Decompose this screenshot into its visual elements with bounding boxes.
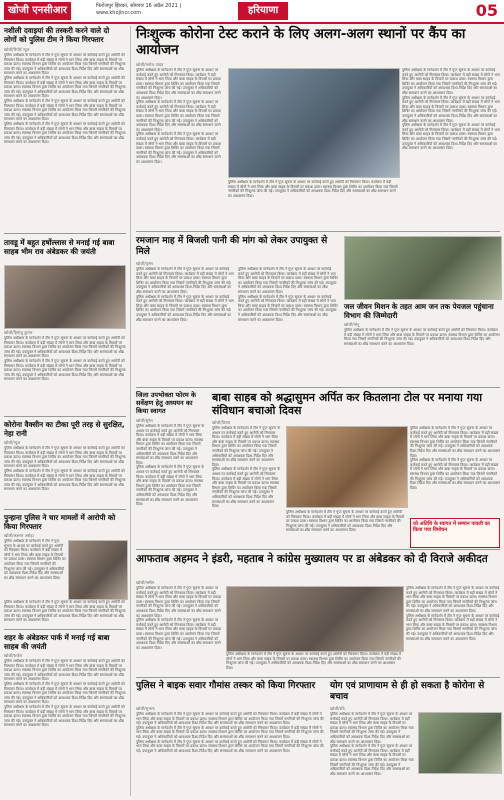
- divider: [136, 549, 500, 550]
- headline-a12: योग एवं प्राणायाम से ही हो सकता है कोरोना से बचाव: [330, 681, 485, 702]
- body-a8-side: पुलिस अधीक्षक के मार्गदर्शन में टीम ने गुप्त सूचना के आधार पर कार्रवाई करते हुए आरोपी को गिरफ्तार किया। कार्यक्रम में बड़ी संख्या में लोगों ने भाग लिया और बाबा साहब के विचारों पर प्रकाश डाला। स्वास्थ्य विभाग द्वारा शिविर का आयोजन किया गया जिसमें नागरिकों की निःशुल्क जांच की गई। उपायुक्त ने अधिकारियों को आवश्यक दिशा-निर्देश दिए और समस्याओं का शीघ्र समाधान करने का आश्वासन दिया। पुलिस अधीक्षक के मार्गदर्शन में टीम ने गुप्त सूचना के आधार पर कार्रवाई करते हुए आरोपी को गिरफ्तार किया। कार्यक्रम में बड़ी संख्या में लोगों ने भाग लिया और बाबा साहब के विचारों पर प्रकाश डाला। स्वास्थ्य विभाग द्वारा शिविर का आयोजन किया गया जिसमें नागरिकों की निःशुल्क जांच की गई। उपायुक्त ने अधिकारियों को आवश्यक दिशा-निर्देश दिए और समस्याओं का शीघ्र समाधान करने का आश्वासन दिया।: [410, 426, 500, 490]
- body-lead-1: पुलिस अधीक्षक के मार्गदर्शन में टीम ने गुप्त सूचना के आधार पर कार्रवाई करते हुए आरोपी को गिरफ्तार किया। कार्यक्रम में बड़ी संख्या में लोगों ने भाग लिया और बाबा साहब के विचारों पर प्रकाश डाला। स्वास्थ्य विभाग द्वारा शिविर का आयोजन किया गया जिसमें नागरिकों की निःशुल्क जांच की गई। उपायुक्त ने अधिकारियों को आवश्यक दिशा-निर्देश दिए और समस्याओं का शीघ्र समाधान करने का आश्वासन दिया। पुलिस अधीक्षक के मार्गदर्शन में टीम ने गुप्त सूचना के आधार पर कार्रवाई करते हुए आरोपी को गिरफ्तार किया। कार्यक्रम में बड़ी संख्या में लोगों ने भाग लिया और बाबा साहब के विचारों पर प्रकाश डाला। स्वास्थ्य विभाग द्वारा शिविर का आयोजन किया गया जिसमें नागरिकों की निःशुल्क जांच की गई। उपायुक्त ने अधिकारियों को आवश्यक दिशा-निर्देश दिए और समस्याओं का शीघ्र समाधान करने का आश्वासन दिया। पुलिस अधीक्षक के मार्गदर्शन में टीम ने गुप्त सूचना के आधार पर कार्रवाई करते हुए आरोपी को गिरफ्तार किया। कार्यक्रम में बड़ी संख्या में लोगों ने भाग लिया और बाबा साहब के विचारों पर प्रकाश डाला। स्वास्थ्य विभाग द्वारा शिविर का आयोजन किया गया जिसमें नागरिकों की निःशुल्क जांच की गई। उपायुक्त ने अधिकारियों को आवश्यक दिशा-निर्देश दिए और समस्याओं का शीघ्र समाधान करने का आश्वासन दिया।: [136, 68, 222, 164]
- body-lead-2: पुलिस अधीक्षक के मार्गदर्शन में टीम ने गुप्त सूचना के आधार पर कार्रवाई करते हुए आरोपी को गिरफ्तार किया। कार्यक्रम में बड़ी संख्या में लोगों ने भाग लिया और बाबा साहब के विचारों पर प्रकाश डाला। स्वास्थ्य विभाग द्वारा शिविर का आयोजन किया गया जिसमें नागरिकों की निःशुल्क जांच की गई। उपायुक्त ने अधिकारियों को आवश्यक दिशा-निर्देश दिए और समस्याओं का शीघ्र समाधान करने का आश्वासन दिया।: [228, 180, 398, 198]
- divider: [4, 416, 126, 417]
- body-a8-cont: पुलिस अधीक्षक के मार्गदर्शन में टीम ने गुप्त सूचना के आधार पर कार्रवाई करते हुए आरोपी को गिरफ्तार किया। कार्यक्रम में बड़ी संख्या में लोगों ने भाग लिया और बाबा साहब के विचारों पर प्रकाश डाला। स्वास्थ्य विभाग द्वारा शिविर का आयोजन किया गया जिसमें नागरिकों की निःशुल्क जांच की गई। उपायुक्त ने अधिकारियों को आवश्यक दिशा-निर्देश दिए और समस्याओं का शीघ्र समाधान करने का आश्वासन दिया।: [286, 510, 405, 533]
- byline-a5: खोजी/राजेश: [4, 653, 23, 658]
- divider: [136, 231, 500, 232]
- byline-a8: खोजी/विजय: [212, 420, 231, 425]
- body-a10: पुलिस अधीक्षक के मार्गदर्शन में टीम ने गुप्त सूचना के आधार पर कार्रवाई करते हुए आरोपी को गिरफ्तार किया। कार्यक्रम में बड़ी संख्या में लोगों ने भाग लिया और बाबा साहब के विचारों पर प्रकाश डाला। स्वास्थ्य विभाग द्वारा शिविर का आयोजन किया गया जिसमें नागरिकों की निःशुल्क जांच की गई। उपायुक्त ने अधिकारियों को आवश्यक दिशा-निर्देश दिए और समस्याओं का शीघ्र समाधान करने का आश्वासन दिया। पुलिस अधीक्षक के मार्गदर्शन में टीम ने गुप्त सूचना के आधार पर कार्रवाई करते हुए आरोपी को गिरफ्तार किया। कार्यक्रम में बड़ी संख्या में लोगों ने भाग लिया और बाबा साहब के विचारों पर प्रकाश डाला। स्वास्थ्य विभाग द्वारा शिविर का आयोजन किया गया जिसमें नागरिकों की निःशुल्क जांच की गई। उपायुक्त ने अधिकारियों को आवश्यक दिशा-निर्देश दिए और समस्याओं का शीघ्र समाधान करने का आश्वासन दिया।: [136, 586, 222, 650]
- headline-a10: आफताब अहमद ने इंडरी, महताब ने कांग्रेस मुख्यालय पर डा अंबेडकर को दी विराजे अकीदत: [136, 553, 488, 565]
- byline-a3: खोजी/न्यूज: [4, 440, 21, 445]
- headline-a1: नशीली दवाइयां की तस्करी करने वाले दो लोगों को पुलिस टीम ने किया गिरफ्तार: [4, 26, 110, 44]
- body-a9: पुलिस अधीक्षक के मार्गदर्शन में टीम ने गुप्त सूचना के आधार पर कार्रवाई करते हुए आरोपी को गिरफ्तार किया। कार्यक्रम में बड़ी संख्या में लोगों ने भाग लिया और बाबा साहब के विचारों पर प्रकाश डाला। स्वास्थ्य विभाग द्वारा शिविर का आयोजन किया गया जिसमें नागरिकों की निःशुल्क जांच की गई। उपायुक्त ने अधिकारियों को आवश्यक दिशा-निर्देश दिए और समस्याओं का शीघ्र समाधान करने का आश्वासन दिया। पुलिस अधीक्षक के मार्गदर्शन में टीम ने गुप्त सूचना के आधार पर कार्रवाई करते हुए आरोपी को गिरफ्तार किया। कार्यक्रम में बड़ी संख्या में लोगों ने भाग लिया और बाबा साहब के विचारों पर प्रकाश डाला। स्वास्थ्य विभाग द्वारा शिविर का आयोजन किया गया जिसमें नागरिकों की निःशुल्क जांच की गई। उपायुक्त ने अधिकारियों को आवश्यक दिशा-निर्देश दिए और समस्याओं का शीघ्र समाधान करने का आश्वासन दिया।: [136, 424, 205, 507]
- byline-a9: खोजी/सुरेश: [136, 418, 153, 423]
- body-a3: पुलिस अधीक्षक के मार्गदर्शन में टीम ने गुप्त सूचना के आधार पर कार्रवाई करते हुए आरोपी को गिरफ्तार किया। कार्यक्रम में बड़ी संख्या में लोगों ने भाग लिया और बाबा साहब के विचारों पर प्रकाश डाला। स्वास्थ्य विभाग द्वारा शिविर का आयोजन किया गया जिसमें नागरिकों की निःशुल्क जांच की गई। उपायुक्त ने अधिकारियों को आवश्यक दिशा-निर्देश दिए और समस्याओं का शीघ्र समाधान करने का आश्वासन दिया। पुलिस अधीक्षक के मार्गदर्शन में टीम ने गुप्त सूचना के आधार पर कार्रवाई करते हुए आरोपी को गिरफ्तार किया। कार्यक्रम में बड़ी संख्या में लोगों ने भाग लिया और बाबा साहब के विचारों पर प्रकाश डाला। स्वास्थ्य विभाग द्वारा शिविर का आयोजन किया गया जिसमें नागरिकों की निःशुल्क जांच की गई। उपायुक्त ने अधिकारियों को आवश्यक दिशा-निर्देश दिए और समस्याओं का शीघ्र समाधान करने का आश्वासन दिया।: [4, 446, 126, 492]
- body-a10-cont: पुलिस अधीक्षक के मार्गदर्शन में टीम ने गुप्त सूचना के आधार पर कार्रवाई करते हुए आरोपी को गिरफ्तार किया। कार्यक्रम में बड़ी संख्या में लोगों ने भाग लिया और बाबा साहब के विचारों पर प्रकाश डाला। स्वास्थ्य विभाग द्वारा शिविर का आयोजन किया गया जिसमें नागरिकों की निःशुल्क जांच की गई। उपायुक्त ने अधिकारियों को आवश्यक दिशा-निर्देश दिए और समस्याओं का शीघ्र समाधान करने का आश्वासन दिया।: [226, 652, 402, 670]
- byline-a6: खोजी/कृष्ण: [136, 261, 153, 266]
- mission-photo: [344, 236, 502, 300]
- divider: [4, 509, 126, 510]
- divider: [4, 233, 126, 234]
- body-a4: पुलिस अधीक्षक के मार्गदर्शन में टीम ने गुप्त सूचना के आधार पर कार्रवाई करते हुए आरोपी को गिरफ्तार किया। कार्यक्रम में बड़ी संख्या में लोगों ने भाग लिया और बाबा साहब के विचारों पर प्रकाश डाला। स्वास्थ्य विभाग द्वारा शिविर का आयोजन किया गया जिसमें नागरिकों की निःशुल्क जांच की गई। उपायुक्त ने अधिकारियों को आवश्यक दिशा-निर्देश दिए और समस्याओं का शीघ्र समाधान करने का आश्वासन दिया।: [4, 539, 66, 580]
- masthead: [0, 0, 504, 24]
- byline-a7: खोजी/मोनू: [344, 322, 360, 327]
- body-a1: पुलिस अधीक्षक के मार्गदर्शन में टीम ने गुप्त सूचना के आधार पर कार्रवाई करते हुए आरोपी को गिरफ्तार किया। कार्यक्रम में बड़ी संख्या में लोगों ने भाग लिया और बाबा साहब के विचारों पर प्रकाश डाला। स्वास्थ्य विभाग द्वारा शिविर का आयोजन किया गया जिसमें नागरिकों की निःशुल्क जांच की गई। उपायुक्त ने अधिकारियों को आवश्यक दिशा-निर्देश दिए और समस्याओं का शीघ्र समाधान करने का आश्वासन दिया। पुलिस अधीक्षक के मार्गदर्शन में टीम ने गुप्त सूचना के आधार पर कार्रवाई करते हुए आरोपी को गिरफ्तार किया। कार्यक्रम में बड़ी संख्या में लोगों ने भाग लिया और बाबा साहब के विचारों पर प्रकाश डाला। स्वास्थ्य विभाग द्वारा शिविर का आयोजन किया गया जिसमें नागरिकों की निःशुल्क जांच की गई। उपायुक्त ने अधिकारियों को आवश्यक दिशा-निर्देश दिए और समस्याओं का शीघ्र समाधान करने का आश्वासन दिया। पुलिस अधीक्षक के मार्गदर्शन में टीम ने गुप्त सूचना के आधार पर कार्रवाई करते हुए आरोपी को गिरफ्तार किया। कार्यक्रम में बड़ी संख्या में लोगों ने भाग लिया और बाबा साहब के विचारों पर प्रकाश डाला। स्वास्थ्य विभाग द्वारा शिविर का आयोजन किया गया जिसमें नागरिकों की निःशुल्क जांच की गई। उपायुक्त ने अधिकारियों को आवश्यक दिशा-निर्देश दिए और समस्याओं का शीघ्र समाधान करने का आश्वासन दिया। पुलिस अधीक्षक के मार्गदर्शन में टीम ने गुप्त सूचना के आधार पर कार्रवाई करते हुए आरोपी को गिरफ्तार किया। कार्यक्रम में बड़ी संख्या में लोगों ने भाग लिया और बाबा साहब के विचारों पर प्रकाश डाला। स्वास्थ्य विभाग द्वारा शिविर का आयोजन किया गया जिसमें नागरिकों की निःशुल्क जांच की गई। उपायुक्त ने अधिकारियों को आवश्यक दिशा-निर्देश दिए और समस्याओं का शीघ्र समाधान करने का आश्वासन दिया।: [4, 53, 126, 145]
- headline-a5: शहर के अंबेडकर पार्क में मनाई गई बाबा साहब की जयंती: [4, 633, 110, 651]
- body-a6: पुलिस अधीक्षक के मार्गदर्शन में टीम ने गुप्त सूचना के आधार पर कार्रवाई करते हुए आरोपी को गिरफ्तार किया। कार्यक्रम में बड़ी संख्या में लोगों ने भाग लिया और बाबा साहब के विचारों पर प्रकाश डाला। स्वास्थ्य विभाग द्वारा शिविर का आयोजन किया गया जिसमें नागरिकों की निःशुल्क जांच की गई। उपायुक्त ने अधिकारियों को आवश्यक दिशा-निर्देश दिए और समस्याओं का शीघ्र समाधान करने का आश्वासन दिया। पुलिस अधीक्षक के मार्गदर्शन में टीम ने गुप्त सूचना के आधार पर कार्रवाई करते हुए आरोपी को गिरफ्तार किया। कार्यक्रम में बड़ी संख्या में लोगों ने भाग लिया और बाबा साहब के विचारों पर प्रकाश डाला। स्वास्थ्य विभाग द्वारा शिविर का आयोजन किया गया जिसमें नागरिकों की निःशुल्क जांच की गई। उपायुक्त ने अधिकारियों को आवश्यक दिशा-निर्देश दिए और समस्याओं का शीघ्र समाधान करने का आश्वासन दिया।: [136, 267, 234, 322]
- lead-headline: निःशुल्क कोरोना टेस्ट कराने के लिए अलग-अलग स्थानों पर कैंप का आयोजन: [136, 26, 466, 58]
- section-title: हरियाणा: [238, 2, 288, 20]
- headline-a4: पुन्हाना पुलिस ने चार मामलों में आरोपी को किया गिरफ्तार: [4, 513, 116, 531]
- body-a4-cont: पुलिस अधीक्षक के मार्गदर्शन में टीम ने गुप्त सूचना के आधार पर कार्रवाई करते हुए आरोपी को गिरफ्तार किया। कार्यक्रम में बड़ी संख्या में लोगों ने भाग लिया और बाबा साहब के विचारों पर प्रकाश डाला। स्वास्थ्य विभाग द्वारा शिविर का आयोजन किया गया जिसमें नागरिकों की निःशुल्क जांच की गई। उपायुक्त ने अधिकारियों को आवश्यक दिशा-निर्देश दिए और समस्याओं का शीघ्र समाधान करने का आश्वासन दिया।: [4, 600, 126, 623]
- body-a5: पुलिस अधीक्षक के मार्गदर्शन में टीम ने गुप्त सूचना के आधार पर कार्रवाई करते हुए आरोपी को गिरफ्तार किया। कार्यक्रम में बड़ी संख्या में लोगों ने भाग लिया और बाबा साहब के विचारों पर प्रकाश डाला। स्वास्थ्य विभाग द्वारा शिविर का आयोजन किया गया जिसमें नागरिकों की निःशुल्क जांच की गई। उपायुक्त ने अधिकारियों को आवश्यक दिशा-निर्देश दिए और समस्याओं का शीघ्र समाधान करने का आश्वासन दिया। पुलिस अधीक्षक के मार्गदर्शन में टीम ने गुप्त सूचना के आधार पर कार्रवाई करते हुए आरोपी को गिरफ्तार किया। कार्यक्रम में बड़ी संख्या में लोगों ने भाग लिया और बाबा साहब के विचारों पर प्रकाश डाला। स्वास्थ्य विभाग द्वारा शिविर का आयोजन किया गया जिसमें नागरिकों की निःशुल्क जांच की गई। उपायुक्त ने अधिकारियों को आवश्यक दिशा-निर्देश दिए और समस्याओं का शीघ्र समाधान करने का आश्वासन दिया। पुलिस अधीक्षक के मार्गदर्शन में टीम ने गुप्त सूचना के आधार पर कार्रवाई करते हुए आरोपी को गिरफ्तार किया। कार्यक्रम में बड़ी संख्या में लोगों ने भाग लिया और बाबा साहब के विचारों पर प्रकाश डाला। स्वास्थ्य विभाग द्वारा शिविर का आयोजन किया गया जिसमें नागरिकों की निःशुल्क जांच की गई। उपायुक्त ने अधिकारियों को आवश्यक दिशा-निर्देश दिए और समस्याओं का शीघ्र समाधान करने का आश्वासन दिया।: [4, 659, 126, 728]
- byline-a10: खोजी/नसीम: [136, 580, 155, 585]
- headline-a8: बाबा साहब को श्रद्धासुमन अर्पित कर कितलाना टोल पर मनाया गया संविधान बचाओ दिवस: [212, 391, 483, 417]
- byline-a11: खोजी/सुभाष: [136, 706, 155, 711]
- body-a10-side: पुलिस अधीक्षक के मार्गदर्शन में टीम ने गुप्त सूचना के आधार पर कार्रवाई करते हुए आरोपी को गिरफ्तार किया। कार्यक्रम में बड़ी संख्या में लोगों ने भाग लिया और बाबा साहब के विचारों पर प्रकाश डाला। स्वास्थ्य विभाग द्वारा शिविर का आयोजन किया गया जिसमें नागरिकों की निःशुल्क जांच की गई। उपायुक्त ने अधिकारियों को आवश्यक दिशा-निर्देश दिए और समस्याओं का शीघ्र समाधान करने का आश्वासन दिया। पुलिस अधीक्षक के मार्गदर्शन में टीम ने गुप्त सूचना के आधार पर कार्रवाई करते हुए आरोपी को गिरफ्तार किया। कार्यक्रम में बड़ी संख्या में लोगों ने भाग लिया और बाबा साहब के विचारों पर प्रकाश डाला। स्वास्थ्य विभाग द्वारा शिविर का आयोजन किया गया जिसमें नागरिकों की निःशुल्क जांच की गई। उपायुक्त ने अधिकारियों को आवश्यक दिशा-निर्देश दिए और समस्याओं का शीघ्र समाधान करने का आश्वासन दिया।: [406, 586, 500, 641]
- issue-meta: फिरोजपुर झिरका, सोमवार 16 अप्रैल 2021 | www.khojincr.com: [96, 3, 182, 16]
- headline-a7: जल जीवन मिशन के तहत आम जन तक पेयजल पहुंचाना विभाग की जिम्मेदारी: [344, 302, 494, 320]
- divider: [136, 387, 500, 388]
- headline-a11: पुलिस ने बाइक सवार गौमांस तस्कर को किया गिरफ्तार: [136, 681, 316, 691]
- body-a2: पुलिस अधीक्षक के मार्गदर्शन में टीम ने गुप्त सूचना के आधार पर कार्रवाई करते हुए आरोपी को गिरफ्तार किया। कार्यक्रम में बड़ी संख्या में लोगों ने भाग लिया और बाबा साहब के विचारों पर प्रकाश डाला। स्वास्थ्य विभाग द्वारा शिविर का आयोजन किया गया जिसमें नागरिकों की निःशुल्क जांच की गई। उपायुक्त ने अधिकारियों को आवश्यक दिशा-निर्देश दिए और समस्याओं का शीघ्र समाधान करने का आश्वासन दिया। पुलिस अधीक्षक के मार्गदर्शन में टीम ने गुप्त सूचना के आधार पर कार्रवाई करते हुए आरोपी को गिरफ्तार किया। कार्यक्रम में बड़ी संख्या में लोगों ने भाग लिया और बाबा साहब के विचारों पर प्रकाश डाला। स्वास्थ्य विभाग द्वारा शिविर का आयोजन किया गया जिसमें नागरिकों की निःशुल्क जांच की गई। उपायुक्त ने अधिकारियों को आवश्यक दिशा-निर्देश दिए और समस्याओं का शीघ्र समाधान करने का आश्वासन दिया।: [4, 336, 126, 382]
- body-a12: पुलिस अधीक्षक के मार्गदर्शन में टीम ने गुप्त सूचना के आधार पर कार्रवाई करते हुए आरोपी को गिरफ्तार किया। कार्यक्रम में बड़ी संख्या में लोगों ने भाग लिया और बाबा साहब के विचारों पर प्रकाश डाला। स्वास्थ्य विभाग द्वारा शिविर का आयोजन किया गया जिसमें नागरिकों की निःशुल्क जांच की गई। उपायुक्त ने अधिकारियों को आवश्यक दिशा-निर्देश दिए और समस्याओं का शीघ्र समाधान करने का आश्वासन दिया। पुलिस अधीक्षक के मार्गदर्शन में टीम ने गुप्त सूचना के आधार पर कार्रवाई करते हुए आरोपी को गिरफ्तार किया। कार्यक्रम में बड़ी संख्या में लोगों ने भाग लिया और बाबा साहब के विचारों पर प्रकाश डाला। स्वास्थ्य विभाग द्वारा शिविर का आयोजन किया गया जिसमें नागरिकों की निःशुल्क जांच की गई। उपायुक्त ने अधिकारियों को आवश्यक दिशा-निर्देश दिए और समस्याओं का शीघ्र समाधान करने का आश्वासन दिया।: [330, 712, 414, 776]
- divider: [4, 629, 126, 630]
- brand-logo: खोजी एनसीआर: [4, 2, 71, 20]
- byline-a2: खोजी/हिमांशु कुमार: [4, 330, 33, 335]
- camp-photo: [228, 68, 400, 178]
- byline-lead: खोजी/मनोज यादव: [136, 62, 164, 67]
- congress-photo: [226, 586, 404, 652]
- byline-a4: खोजी/लक्ष्मण अरोड़ा: [4, 533, 34, 538]
- byline-a12: खोजी/रवि: [330, 706, 345, 711]
- body-a8: पुलिस अधीक्षक के मार्गदर्शन में टीम ने गुप्त सूचना के आधार पर कार्रवाई करते हुए आरोपी को गिरफ्तार किया। कार्यक्रम में बड़ी संख्या में लोगों ने भाग लिया और बाबा साहब के विचारों पर प्रकाश डाला। स्वास्थ्य विभाग द्वारा शिविर का आयोजन किया गया जिसमें नागरिकों की निःशुल्क जांच की गई। उपायुक्त ने अधिकारियों को आवश्यक दिशा-निर्देश दिए और समस्याओं का शीघ्र समाधान करने का आश्वासन दिया। पुलिस अधीक्षक के मार्गदर्शन में टीम ने गुप्त सूचना के आधार पर कार्रवाई करते हुए आरोपी को गिरफ्तार किया। कार्यक्रम में बड़ी संख्या में लोगों ने भाग लिया और बाबा साहब के विचारों पर प्रकाश डाला। स्वास्थ्य विभाग द्वारा शिविर का आयोजन किया गया जिसमें नागरिकों की निःशुल्क जांच की गई। उपायुक्त ने अधिकारियों को आवश्यक दिशा-निर्देश दिए और समस्याओं का शीघ्र समाधान करने का आश्वासन दिया।: [212, 426, 281, 509]
- headline-a13: जो अतिथि के स्वागत में सम्मान पावली का किया गया विमोचन: [413, 521, 490, 533]
- divider: [136, 677, 500, 678]
- toll-protest-photo: [286, 426, 408, 508]
- byline-a1: खोजी/रिपोर्ट न्यूज: [4, 47, 30, 52]
- headline-a6: रमजान माह में बिजली पानी की मांग को लेकर उपायुक्त से मिले: [136, 236, 328, 257]
- body-a11: पुलिस अधीक्षक के मार्गदर्शन में टीम ने गुप्त सूचना के आधार पर कार्रवाई करते हुए आरोपी को गिरफ्तार किया। कार्यक्रम में बड़ी संख्या में लोगों ने भाग लिया और बाबा साहब के विचारों पर प्रकाश डाला। स्वास्थ्य विभाग द्वारा शिविर का आयोजन किया गया जिसमें नागरिकों की निःशुल्क जांच की गई। उपायुक्त ने अधिकारियों को आवश्यक दिशा-निर्देश दिए और समस्याओं का शीघ्र समाधान करने का आश्वासन दिया। पुलिस अधीक्षक के मार्गदर्शन में टीम ने गुप्त सूचना के आधार पर कार्रवाई करते हुए आरोपी को गिरफ्तार किया। कार्यक्रम में बड़ी संख्या में लोगों ने भाग लिया और बाबा साहब के विचारों पर प्रकाश डाला। स्वास्थ्य विभाग द्वारा शिविर का आयोजन किया गया जिसमें नागरिकों की निःशुल्क जांच की गई। उपायुक्त ने अधिकारियों को आवश्यक दिशा-निर्देश दिए और समस्याओं का शीघ्र समाधान करने का आश्वासन दिया। पुलिस अधीक्षक के मार्गदर्शन में टीम ने गुप्त सूचना के आधार पर कार्रवाई करते हुए आरोपी को गिरफ्तार किया। कार्यक्रम में बड़ी संख्या में लोगों ने भाग लिया और बाबा साहब के विचारों पर प्रकाश डाला। स्वास्थ्य विभाग द्वारा शिविर का आयोजन किया गया जिसमें नागरिकों की निःशुल्क जांच की गई। उपायुक्त ने अधिकारियों को आवश्यक दिशा-निर्देश दिए और समस्याओं का शीघ्र समाधान करने का आश्वासन दिया।: [136, 712, 324, 753]
- sidebar-box: [410, 518, 500, 548]
- body-a6-cont: पुलिस अधीक्षक के मार्गदर्शन में टीम ने गुप्त सूचना के आधार पर कार्रवाई करते हुए आरोपी को गिरफ्तार किया। कार्यक्रम में बड़ी संख्या में लोगों ने भाग लिया और बाबा साहब के विचारों पर प्रकाश डाला। स्वास्थ्य विभाग द्वारा शिविर का आयोजन किया गया जिसमें नागरिकों की निःशुल्क जांच की गई। उपायुक्त ने अधिकारियों को आवश्यक दिशा-निर्देश दिए और समस्याओं का शीघ्र समाधान करने का आश्वासन दिया। पुलिस अधीक्षक के मार्गदर्शन में टीम ने गुप्त सूचना के आधार पर कार्रवाई करते हुए आरोपी को गिरफ्तार किया। कार्यक्रम में बड़ी संख्या में लोगों ने भाग लिया और बाबा साहब के विचारों पर प्रकाश डाला। स्वास्थ्य विभाग द्वारा शिविर का आयोजन किया गया जिसमें नागरिकों की निःशुल्क जांच की गई। उपायुक्त ने अधिकारियों को आवश्यक दिशा-निर्देश दिए और समस्याओं का शीघ्र समाधान करने का आश्वासन दिया।: [238, 267, 338, 322]
- accused-photo: [68, 540, 128, 600]
- yoga-photo: [418, 712, 502, 774]
- page-number: 05: [475, 1, 498, 20]
- column-rule: [130, 26, 131, 796]
- headline-a9: जिला उपभोक्ता फोरम के सर्वेक्षण हेतु अध्ययन का किया स्वागत: [136, 391, 196, 415]
- headline-a3: कोरोना वैक्सीन का टीका पूरी तरह से सुरक्षित, नेहा रानी: [4, 420, 125, 438]
- body-a7: पुलिस अधीक्षक के मार्गदर्शन में टीम ने गुप्त सूचना के आधार पर कार्रवाई करते हुए आरोपी को गिरफ्तार किया। कार्यक्रम में बड़ी संख्या में लोगों ने भाग लिया और बाबा साहब के विचारों पर प्रकाश डाला। स्वास्थ्य विभाग द्वारा शिविर का आयोजन किया गया जिसमें नागरिकों की निःशुल्क जांच की गई। उपायुक्त ने अधिकारियों को आवश्यक दिशा-निर्देश दिए और समस्याओं का शीघ्र समाधान करने का आश्वासन दिया।: [344, 328, 500, 346]
- headline-a2: तावडू में बहुत हर्षोल्लास से मनाई गई बाबा साहब भीम राव अंबेडकर की जयंती: [4, 238, 115, 256]
- body-lead-3: पुलिस अधीक्षक के मार्गदर्शन में टीम ने गुप्त सूचना के आधार पर कार्रवाई करते हुए आरोपी को गिरफ्तार किया। कार्यक्रम में बड़ी संख्या में लोगों ने भाग लिया और बाबा साहब के विचारों पर प्रकाश डाला। स्वास्थ्य विभाग द्वारा शिविर का आयोजन किया गया जिसमें नागरिकों की निःशुल्क जांच की गई। उपायुक्त ने अधिकारियों को आवश्यक दिशा-निर्देश दिए और समस्याओं का शीघ्र समाधान करने का आश्वासन दिया। पुलिस अधीक्षक के मार्गदर्शन में टीम ने गुप्त सूचना के आधार पर कार्रवाई करते हुए आरोपी को गिरफ्तार किया। कार्यक्रम में बड़ी संख्या में लोगों ने भाग लिया और बाबा साहब के विचारों पर प्रकाश डाला। स्वास्थ्य विभाग द्वारा शिविर का आयोजन किया गया जिसमें नागरिकों की निःशुल्क जांच की गई। उपायुक्त ने अधिकारियों को आवश्यक दिशा-निर्देश दिए और समस्याओं का शीघ्र समाधान करने का आश्वासन दिया। पुलिस अधीक्षक के मार्गदर्शन में टीम ने गुप्त सूचना के आधार पर कार्रवाई करते हुए आरोपी को गिरफ्तार किया। कार्यक्रम में बड़ी संख्या में लोगों ने भाग लिया और बाबा साहब के विचारों पर प्रकाश डाला। स्वास्थ्य विभाग द्वारा शिविर का आयोजन किया गया जिसमें नागरिकों की निःशुल्क जांच की गई। उपायुक्त ने अधिकारियों को आवश्यक दिशा-निर्देश दिए और समस्याओं का शीघ्र समाधान करने का आश्वासन दिया।: [402, 68, 500, 151]
- event-photo: [4, 265, 126, 329]
